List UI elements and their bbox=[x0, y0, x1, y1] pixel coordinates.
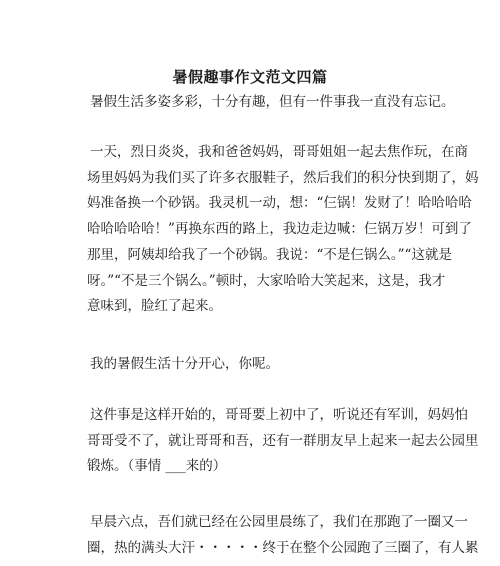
paragraph-story-2 bbox=[87, 403, 479, 480]
text-line: 呀。”“不是三个锅么。”顿时，大家哈哈大笑起来，这是，我才 bbox=[87, 272, 446, 289]
text-line: 这件事是这样开始的，哥哥要上初中了，听说还有军训，妈妈怕 bbox=[90, 407, 468, 423]
text-line: 那里，阿姨却给我了一个砂锅。我说：“不是仨锅么。”“这就是 bbox=[87, 246, 452, 263]
paragraph-story-1 bbox=[87, 140, 479, 320]
text-line: 意味到，脸红了起来。 bbox=[87, 298, 222, 315]
text-line: 哈哈哈哈哈！”再换东西的路上，我边走边喊：仨锅万岁！可到了 bbox=[87, 221, 472, 238]
paragraph-intro bbox=[90, 90, 455, 116]
text-line: 我的暑假生活十分开心，你呢。 bbox=[90, 356, 279, 372]
paragraph-story-3 bbox=[87, 510, 479, 561]
document-title: 暑假趣事作文范文四篇 bbox=[172, 68, 328, 86]
text-line: 哥哥受不了，就让哥哥和吾，还有一群朋友早上起来一起去公园里 bbox=[87, 432, 479, 449]
text-line: 场里妈妈为我们买了许多衣服鞋子，然后我们的积分快到期了，妈 bbox=[87, 169, 479, 186]
text-line: 圈，热的满头大汗・・・・・终于在整个公园跑了三圈了，有人累 bbox=[87, 539, 479, 556]
paragraph-conclusion bbox=[90, 352, 420, 378]
text-line: 锻炼。（事情 ___来的） bbox=[87, 458, 227, 475]
text-line: 早晨六点，吾们就已经在公园里晨练了，我们在那跑了一圈又一 bbox=[90, 514, 468, 530]
text-line: 暑假生活多姿多彩，十分有趣，但有一件事我一直没有忘记。 bbox=[90, 94, 455, 110]
text-line: 妈准备换一个砂锅。我灵机一动，想：“仨锅！发财了！哈哈哈哈 bbox=[87, 195, 472, 212]
text-line: 一天，烈日炎炎，我和爸爸妈妈，哥哥姐姐一起去焦作玩，在商 bbox=[90, 144, 468, 160]
